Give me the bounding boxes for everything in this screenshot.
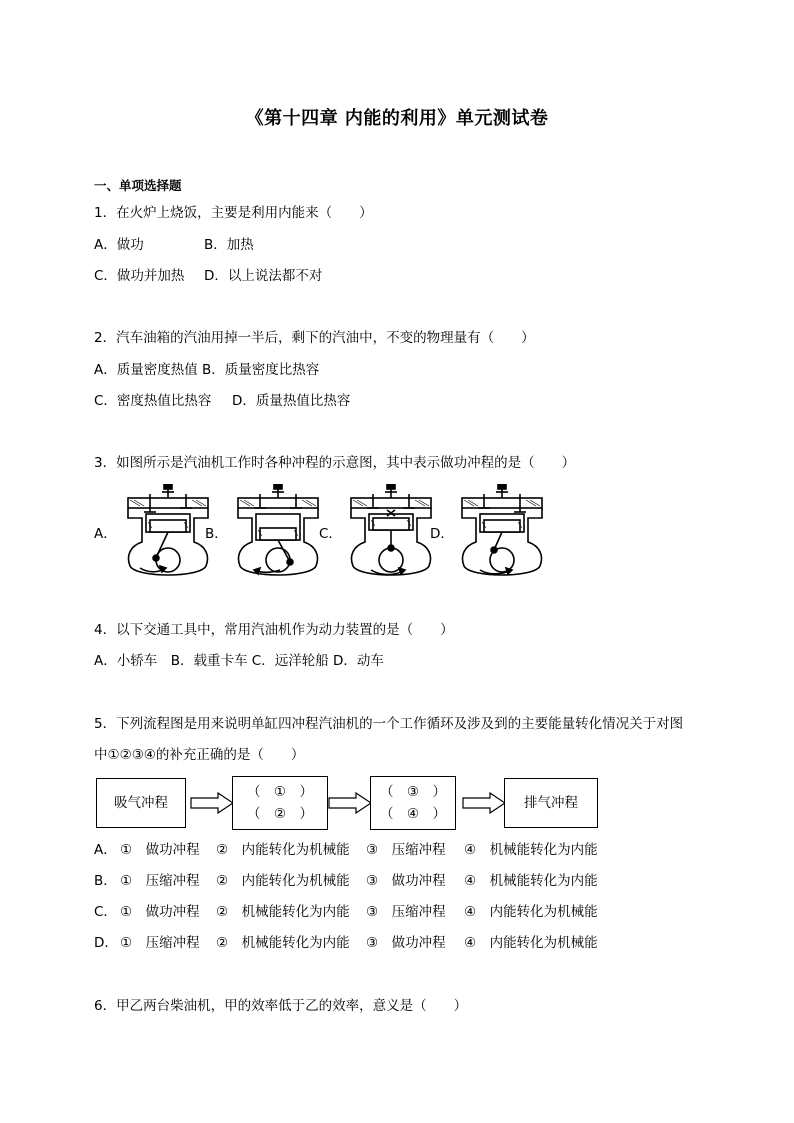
question-3-stem: 3．如图所示是汽油机工作时各种冲程的示意图，其中表示做功冲程的是（ ） bbox=[94, 455, 576, 471]
question-4-options: A．小轿车 B．载重卡车 C．远洋轮船 D．动车 bbox=[94, 653, 384, 669]
engine-diagram-b bbox=[230, 484, 326, 582]
engine-diagram-a bbox=[120, 484, 216, 582]
flow-arrow-3 bbox=[462, 792, 506, 814]
question-2-option-ab: A．质量密度热值 B．质量密度比热容 bbox=[94, 362, 320, 378]
question-2-option-c: C．密度热值比热容 bbox=[94, 393, 212, 409]
choice-part-2: ② 机械能转化为内能 bbox=[216, 904, 350, 920]
choice-letter: C． bbox=[94, 904, 117, 920]
flow-box-exhaust bbox=[504, 778, 598, 828]
engine-label-a: A． bbox=[94, 526, 117, 542]
flow-box-intake bbox=[96, 778, 186, 828]
choice-letter: A． bbox=[94, 842, 117, 858]
question-5-stem-line-1: 5．下列流程图是用来说明单缸四冲程汽油机的一个工作循环及涉及到的主要能量转化情况关于对图 bbox=[94, 716, 684, 732]
flow-box-intake-label: 吸气冲程 bbox=[114, 795, 168, 811]
flow-arrow-1 bbox=[190, 792, 234, 814]
flow-slot-4: （ ④ ） bbox=[379, 806, 447, 822]
choice-letter: B． bbox=[94, 873, 117, 889]
section-heading: 一、单项选择题 bbox=[94, 178, 182, 193]
choice-letter: D． bbox=[94, 935, 118, 951]
flowchart bbox=[94, 776, 604, 832]
choice-part-3: ③ 压缩冲程 bbox=[366, 904, 446, 920]
flow-arrow-2 bbox=[328, 792, 372, 814]
question-2-option-d: D．质量热值比热容 bbox=[232, 393, 351, 409]
choice-part-1: ① 压缩冲程 bbox=[120, 935, 200, 951]
engine-diagram-row bbox=[94, 484, 514, 584]
flow-box-step-3-4 bbox=[370, 776, 456, 830]
choice-part-2: ② 机械能转化为内能 bbox=[216, 935, 350, 951]
question-2-stem: 2．汽车油箱的汽油用掉一半后，剩下的汽油中，不变的物理量有（ ） bbox=[94, 330, 535, 346]
engine-label-d: D． bbox=[430, 526, 454, 542]
question-1-option-b: B．加热 bbox=[204, 237, 254, 253]
choice-part-3: ③ 压缩冲程 bbox=[366, 842, 446, 858]
choice-part-4: ④ 内能转化为机械能 bbox=[464, 904, 598, 920]
choice-part-1: ① 做功冲程 bbox=[120, 842, 200, 858]
question-4-stem: 4．以下交通工具中，常用汽油机作为动力装置的是（ ） bbox=[94, 622, 454, 638]
engine-diagram-c bbox=[343, 484, 439, 582]
choice-part-4: ④ 内能转化为机械能 bbox=[464, 935, 598, 951]
flow-box-exhaust-label: 排气冲程 bbox=[524, 795, 578, 811]
question-1-option-a: A．做功 bbox=[94, 237, 144, 253]
question-1-option-c: C．做功并加热 bbox=[94, 268, 185, 284]
question-6-stem: 6．甲乙两台柴油机，甲的效率低于乙的效率，意义是（ ） bbox=[94, 998, 468, 1014]
choice-part-3: ③ 做功冲程 bbox=[366, 935, 446, 951]
flow-slot-3: （ ③ ） bbox=[379, 784, 447, 800]
page-title: 《第十四章 内能的利用》单元测试卷 bbox=[245, 108, 549, 129]
choice-part-4: ④ 机械能转化为内能 bbox=[464, 842, 598, 858]
choice-part-1: ① 做功冲程 bbox=[120, 904, 200, 920]
choice-part-3: ③ 做功冲程 bbox=[366, 873, 446, 889]
choice-part-2: ② 内能转化为机械能 bbox=[216, 873, 350, 889]
engine-diagram-d bbox=[454, 484, 550, 582]
question-5-stem-line-2: 中①②③④的补充正确的是（ ） bbox=[94, 747, 305, 763]
question-1-option-d: D．以上说法都不对 bbox=[204, 268, 323, 284]
choice-part-1: ① 压缩冲程 bbox=[120, 873, 200, 889]
choice-part-4: ④ 机械能转化为内能 bbox=[464, 873, 598, 889]
flow-slot-1: （ ① ） bbox=[246, 784, 314, 800]
engine-label-b: B． bbox=[205, 526, 228, 542]
question-1-stem: 1．在火炉上烧饭，主要是利用内能来（ ） bbox=[94, 205, 373, 221]
engine-label-c: C． bbox=[319, 526, 342, 542]
choice-part-2: ② 内能转化为机械能 bbox=[216, 842, 350, 858]
flow-box-step-1-2 bbox=[232, 776, 328, 830]
flow-slot-2: （ ② ） bbox=[246, 806, 314, 822]
